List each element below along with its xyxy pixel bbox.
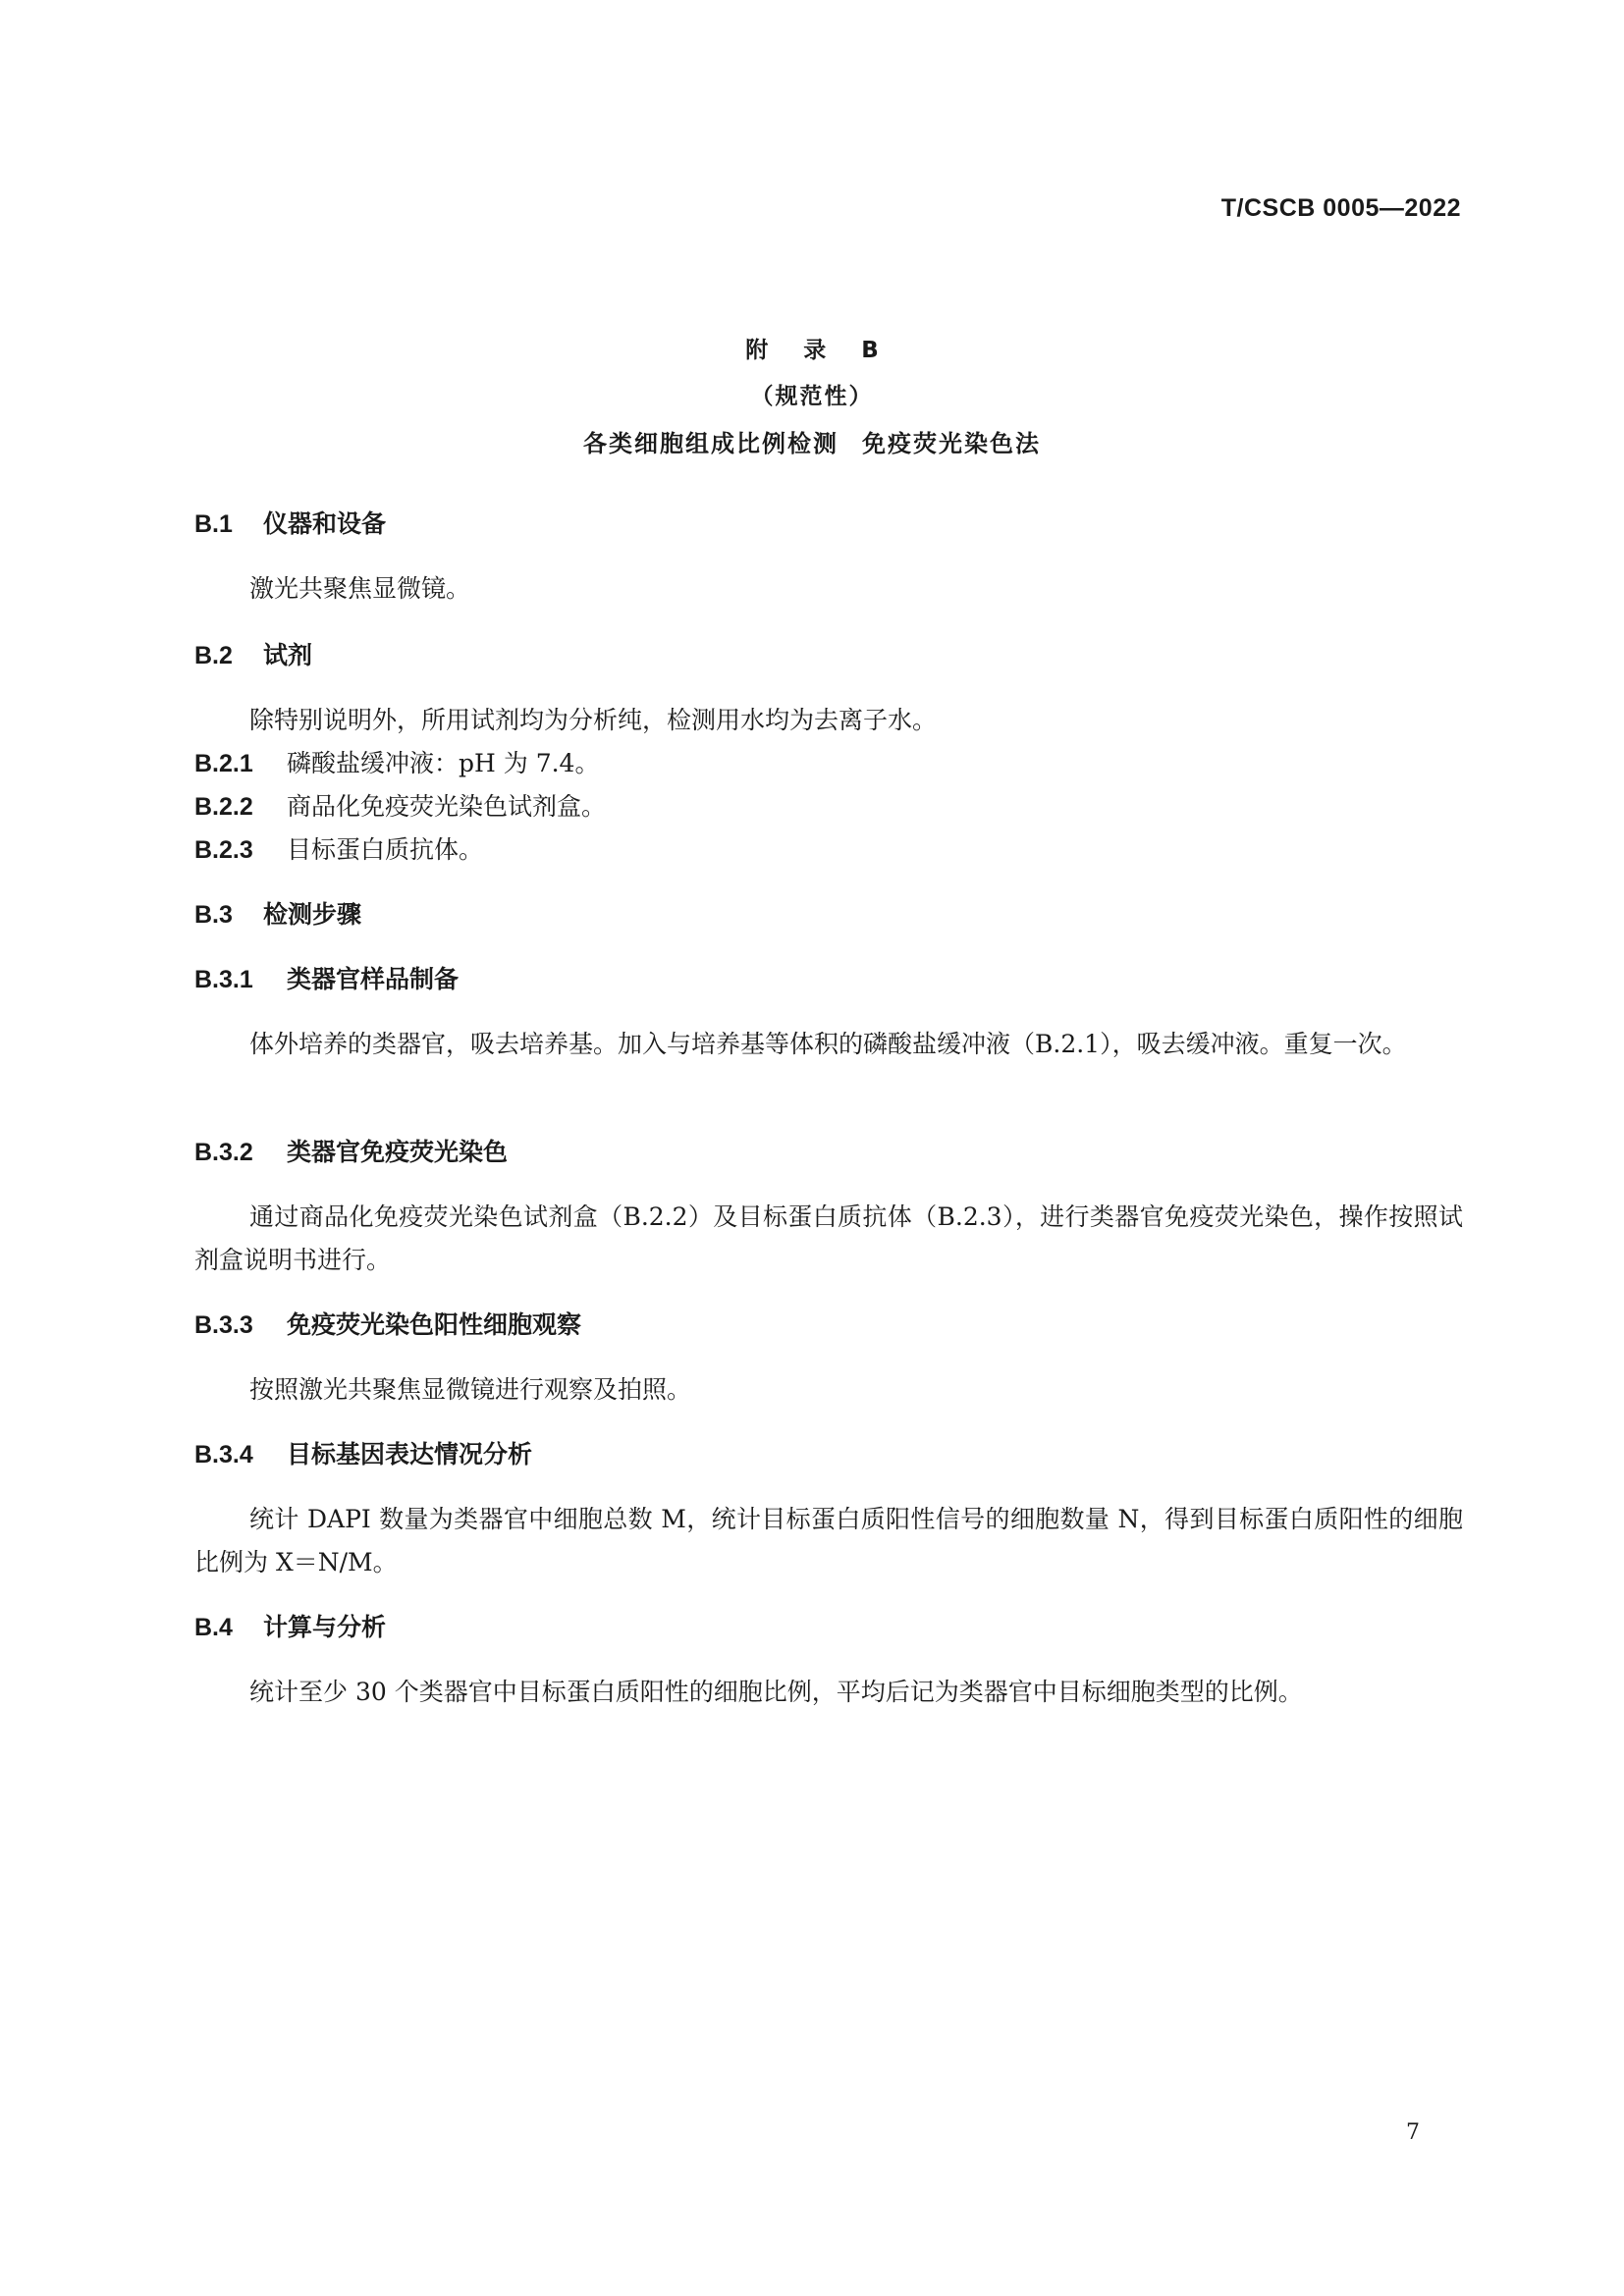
- section-text-b1: 激光共聚焦显微镜。: [249, 574, 471, 603]
- section-heading-b2: [194, 634, 1461, 677]
- subsection-number: B.3.4: [194, 1441, 253, 1468]
- subsection-text-b31: 体外培养的类器官，吸去培养基。加入与培养基等体积的磷酸盐缓冲液（B.2.1），吸去缓冲液。重复一次。: [249, 1030, 1407, 1058]
- section-text-b4: 统计至少 30 个类器官中目标蛋白质阳性的细胞比例，平均后记为类器官中目标细胞类型的比例。: [249, 1678, 1303, 1706]
- section-number: B.3: [194, 901, 233, 929]
- item-b23: [194, 828, 1461, 872]
- item-text: 商品化免疫荧光染色试剂盒。: [287, 792, 607, 821]
- subsection-title: 类器官样品制备: [287, 965, 460, 993]
- section-title: 检测步骤: [263, 900, 362, 929]
- appendix-title-block: [0, 332, 1624, 458]
- section-heading-b3: [194, 893, 1461, 936]
- subsection-number: B.3.2: [194, 1139, 253, 1166]
- appendix-title: 附 录 B: [745, 338, 893, 363]
- section-title: 计算与分析: [263, 1613, 387, 1641]
- item-number: B.2.1: [194, 750, 253, 777]
- subsection-text-b34: 统计 DAPI 数量为类器官中细胞总数 M，统计目标蛋白质阳性信号的细胞数量 N，得到目标蛋白质阳性的细胞比例为 X＝N/M。: [194, 1505, 1463, 1576]
- section-text-b2: 除特别说明外，所用试剂均为分析纯，检测用水均为去离子水。: [249, 706, 938, 734]
- appendix-name-part2: 免疫荧光染色法: [862, 430, 1041, 457]
- section-title: 仪器和设备: [263, 509, 387, 538]
- subsection-title: 免疫荧光染色阳性细胞观察: [287, 1310, 582, 1339]
- section-title: 试剂: [263, 641, 313, 669]
- subsection-heading-b32: [194, 1131, 1461, 1174]
- appendix-name-part1: 各类细胞组成比例检测: [583, 430, 839, 457]
- subsection-text-b33: 按照激光共聚焦显微镜进行观察及拍照。: [249, 1375, 692, 1404]
- subsection-heading-b34: [194, 1433, 1461, 1476]
- appendix-name: [0, 424, 1624, 458]
- subsection-heading-b33: [194, 1304, 1461, 1347]
- item-b22: [194, 785, 1461, 828]
- section-number: B.1: [194, 510, 233, 538]
- item-text: 磷酸盐缓冲液：pH 为 7.4。: [287, 749, 600, 777]
- item-number: B.2.2: [194, 793, 253, 821]
- standard-code: T/CSCB 0005—2022: [1220, 194, 1461, 222]
- subsection-text-b32: 通过商品化免疫荧光染色试剂盒（B.2.2）及目标蛋白质抗体（B.2.3），进行类器官免疫荧光染色，操作按照试剂盒说明书进行。: [194, 1202, 1463, 1274]
- subsection-number: B.3.1: [194, 966, 253, 993]
- subsection-title: 目标基因表达情况分析: [287, 1440, 533, 1468]
- item-b21: [194, 742, 1461, 785]
- section-number: B.4: [194, 1614, 233, 1641]
- item-text: 目标蛋白质抗体。: [287, 835, 484, 864]
- appendix-type: （规范性）: [750, 384, 874, 409]
- subsection-number: B.3.3: [194, 1311, 253, 1339]
- section-number: B.2: [194, 642, 233, 669]
- item-number: B.2.3: [194, 836, 253, 864]
- subsection-title: 类器官免疫荧光染色: [287, 1138, 509, 1166]
- subsection-heading-b31: [194, 958, 1461, 1001]
- section-heading-b1: [194, 503, 1461, 546]
- section-heading-b4: [194, 1606, 1461, 1649]
- page-number: 7: [1406, 2120, 1420, 2145]
